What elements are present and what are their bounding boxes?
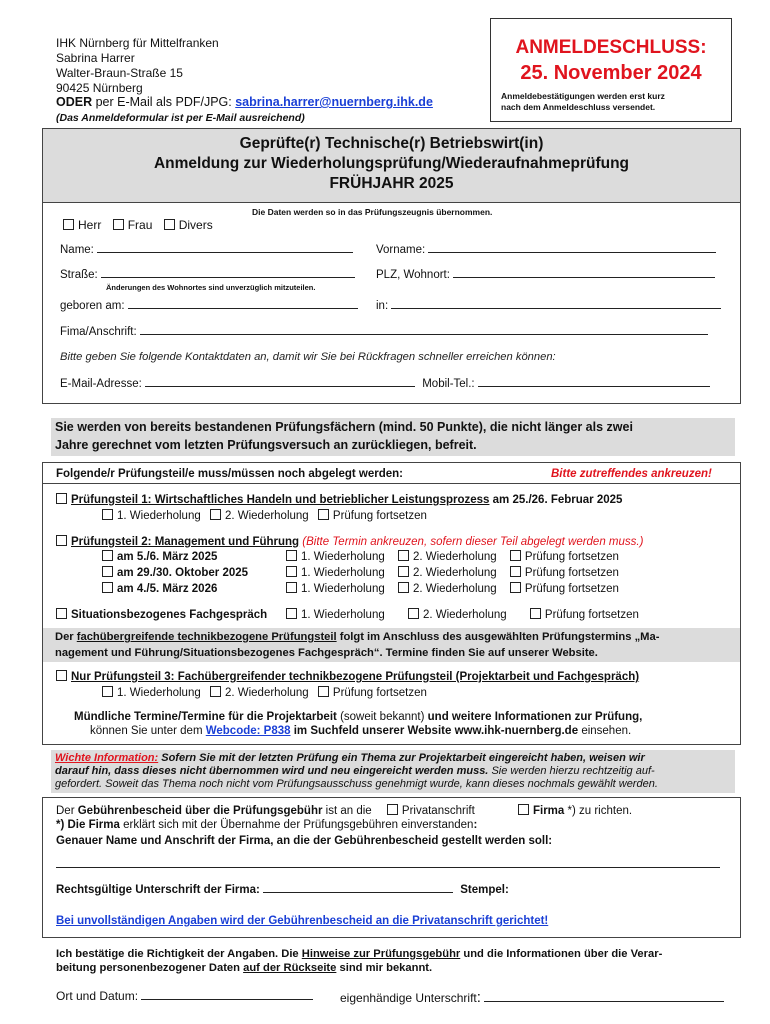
p2d3-w1-label: 1. Wiederholung: [301, 583, 385, 595]
p1-title: Prüfungsteil 1: Wirtschaftliches Handeln und betrieblicher Leistungsprozess: [71, 494, 490, 506]
confirm-l1a: Ich bestätige die Richtigkeit der Angaben. Die: [56, 948, 299, 960]
p2-date-2: am 29./30. Oktober 2025: [117, 567, 249, 579]
checkbox-sit-pf[interactable]: [530, 608, 541, 619]
checkbox-situation[interactable]: [56, 608, 67, 619]
parts-header-hint: Bitte zutreffendes ankreuzen!: [551, 468, 712, 480]
checkbox-p2-date-3[interactable]: [102, 582, 113, 593]
cross-part-note: [43, 628, 740, 662]
own-signature-row: eigenhändige Unterschrift:: [340, 989, 724, 1006]
fee-signature-field[interactable]: [263, 883, 453, 893]
cross-line-1: [55, 631, 659, 643]
in-label: in:: [376, 300, 389, 312]
oral-b1: Mündliche Termine/Termine für die Projektarbeit: [74, 711, 337, 723]
plz-field[interactable]: [453, 268, 715, 278]
checkbox-p2d1-pf[interactable]: [510, 550, 521, 561]
checkbox-frau[interactable]: [113, 219, 124, 230]
address-person: Sabrina Harrer: [56, 51, 135, 65]
deadline-box: [490, 18, 732, 122]
p2-row: [56, 535, 643, 548]
p2-options-2: [286, 566, 619, 579]
p1-row: [56, 493, 622, 506]
firma-label: Fima/Anschrift:: [60, 326, 137, 338]
checkbox-sit-w1[interactable]: [286, 608, 297, 619]
p2d1-w1-label: 1. Wiederholung: [301, 551, 385, 563]
checkbox-p2[interactable]: [56, 535, 67, 546]
p3-options: [102, 686, 427, 699]
vorname-label: Vorname:: [376, 244, 426, 256]
salutation-herr: Herr: [78, 218, 102, 232]
fee-signature-row: [56, 883, 509, 896]
fee-l1b: Gebührenbescheid über die Prüfungsgebühr: [77, 805, 323, 817]
certificate-note: Die Daten werden so in das Prüfungszeugnis übernommen.: [252, 207, 493, 217]
fee-stempel: Stempel:: [460, 884, 509, 896]
strasse-field[interactable]: [101, 268, 355, 278]
address-note: (Das Anmeldeformular ist per E-Mail ausreichend): [56, 112, 305, 124]
fee-sig-label: Rechtsgültige Unterschrift der Firma:: [56, 884, 260, 896]
p2-date-3-row: [102, 582, 217, 595]
fee-l2b: erklärt sich mit der Übernahme der Prüfungsgebühren einverstanden: [123, 819, 474, 831]
checkbox-p3[interactable]: [56, 670, 67, 681]
cross-underlined: fachübergreifende technikbezogene Prüfungsteil: [76, 631, 337, 643]
confirm-line-2: [56, 962, 432, 974]
checkbox-p3-w2[interactable]: [210, 686, 221, 697]
contact-hint: Bitte geben Sie folgende Kontaktdaten an, damit wir Sie bei Rückfragen schneller erreichen können:: [60, 351, 556, 363]
checkbox-p2d2-w1[interactable]: [286, 566, 297, 577]
p2d2-w1-label: 1. Wiederholung: [301, 567, 385, 579]
checkbox-firma[interactable]: [518, 804, 529, 815]
email-line: [56, 95, 433, 109]
address-street: Walter-Braun-Straße 15: [56, 66, 183, 80]
address-org: IHK Nürnberg für Mittelfranken: [56, 36, 219, 50]
strasse-label: Straße:: [60, 269, 98, 281]
checkbox-divers[interactable]: [164, 219, 175, 230]
checkbox-p2d3-w1[interactable]: [286, 582, 297, 593]
ort-label: Ort und Datum:: [56, 989, 139, 1003]
checkbox-p2-date-2[interactable]: [102, 566, 113, 577]
p2-date-2-row: [102, 566, 248, 579]
confirm-line-1: [56, 948, 662, 960]
checkbox-p1-w1[interactable]: [102, 509, 113, 520]
p2d1-pf-label: Prüfung fortsetzen: [524, 551, 619, 563]
deadline-note-1: Anmeldebestätigungen werden erst kurz: [501, 91, 665, 101]
p3-title: Nur Prüfungsteil 3: Fachübergreifender technikbezogene Prüfungsteil (Projektarbeit und Fachgespräch): [71, 671, 640, 683]
geboren-label: geboren am:: [60, 300, 125, 312]
p2-date-1: am 5./6. März 2025: [117, 551, 218, 563]
p3-w2-label: 2. Wiederholung: [224, 687, 309, 699]
checkbox-p2d2-pf[interactable]: [510, 566, 521, 577]
plz-row: [376, 268, 715, 281]
p3-w1-label: 1. Wiederholung: [117, 687, 201, 699]
p1-w2-label: 2. Wiederholung: [224, 510, 309, 522]
p1-pf-label: Prüfung fortsetzen: [332, 510, 427, 522]
address-city: 90425 Nürnberg: [56, 81, 143, 95]
fee-line-3: Genauer Name und Anschrift der Firma, an die der Gebührenbescheid gestellt werden soll:: [56, 835, 553, 847]
checkbox-p2d3-pf[interactable]: [510, 582, 521, 593]
ort-field[interactable]: [141, 990, 313, 1000]
p2d3-w2-label: 2. Wiederholung: [412, 583, 497, 595]
oral-l2a: können Sie unter dem: [90, 725, 203, 737]
situation-row: [56, 608, 267, 621]
checkbox-p2-date-1[interactable]: [102, 550, 113, 561]
p3-row: [56, 670, 639, 683]
oral-line-2: [90, 725, 631, 737]
own-signature-label: eigenhändige Unterschrift: [340, 991, 477, 1005]
fee-l2a: *) Die Firma: [56, 819, 120, 831]
info-line-2: [55, 765, 655, 777]
firma-label: Firma: [532, 805, 565, 817]
situation-options: [286, 608, 639, 621]
title-line-2: Anmeldung zur Wiederholungsprüfung/Wiederaufnahmeprüfung: [153, 155, 630, 172]
info-label: Wichte Information:: [55, 752, 159, 764]
p2-options-1: [286, 550, 619, 563]
geboren-field[interactable]: [128, 299, 358, 309]
p2d3-pf-label: Prüfung fortsetzen: [524, 583, 619, 595]
fee-line-2: [56, 819, 477, 831]
vorname-row: [376, 243, 716, 256]
confirm-l1b: und die Informationen über die Verar-: [463, 948, 663, 960]
geboren-row: [60, 299, 358, 312]
checkbox-p2d3-w2[interactable]: [398, 582, 409, 593]
deadline-label: ANMELDESCHLUSS:: [515, 37, 707, 58]
firma-field[interactable]: [140, 325, 708, 335]
p2d1-w2-label: 2. Wiederholung: [412, 551, 497, 563]
p2-title: Prüfungsteil 2: Management und Führung: [71, 536, 300, 548]
sit-w1-label: 1. Wiederholung: [301, 609, 385, 621]
info-ital-2: Sie werden hierzu rechtzeitig auf-: [491, 765, 655, 777]
checkbox-p1[interactable]: [56, 493, 67, 504]
title-line-3: FRÜHJAHR 2025: [329, 175, 454, 192]
exemption-line-2: Jahre gerechnet vom letzten Prüfungsversuch an zurückliegen, befreit.: [55, 438, 477, 452]
webcode-link[interactable]: Webcode: P838: [205, 725, 291, 737]
p2-options-3: [286, 582, 619, 595]
checkbox-p2d1-w2[interactable]: [398, 550, 409, 561]
checkbox-herr[interactable]: [63, 219, 74, 230]
oral-l2b: im Suchfeld unserer Website www.ihk-nuernberg.de: [293, 725, 579, 737]
p1-w1-label: 1. Wiederholung: [117, 510, 201, 522]
confirm-l2a: beitung personenbezogener Daten: [56, 962, 240, 974]
salutation-row: [63, 218, 213, 232]
deadline-note-2: nach dem Anmeldeschluss versendet.: [501, 102, 656, 112]
checkbox-p3-w1[interactable]: [102, 686, 113, 697]
checkbox-sit-w2[interactable]: [408, 608, 419, 619]
mobil-field[interactable]: [478, 377, 710, 387]
plz-label: PLZ, Wohnort:: [376, 269, 450, 281]
in-field[interactable]: [391, 299, 721, 309]
title-line-1: Geprüfte(r) Technische(r) Betriebswirt(in): [239, 135, 544, 152]
parts-header-rule: [43, 483, 740, 484]
fee-l2c: :: [473, 819, 478, 831]
email-field[interactable]: [145, 377, 415, 387]
exemption-banner: [51, 418, 735, 456]
fee-l1a: Der: [56, 805, 75, 817]
oral-l2c: einsehen.: [581, 725, 632, 737]
situation-label: Situationsbezogenes Fachgespräch: [71, 609, 268, 621]
p2d2-w2-label: 2. Wiederholung: [412, 567, 497, 579]
name-label: Name:: [60, 244, 94, 256]
p2-hint: (Bitte Termin ankreuzen, sofern dieser Teil abgelegt werden muss.): [302, 536, 644, 548]
salutation-divers: Divers: [178, 218, 213, 232]
fee-warning: Bei unvollständigen Angaben wird der Gebührenbescheid an die Privatanschrift gerichtet!: [56, 915, 549, 927]
checkbox-privat[interactable]: [387, 804, 398, 815]
firma-address-field[interactable]: [56, 858, 720, 868]
checkbox-p1-pf[interactable]: [318, 509, 329, 520]
oral-n1: (soweit bekannt): [340, 711, 425, 723]
sit-pf-label: Prüfung fortsetzen: [544, 609, 639, 621]
firma-row: [60, 325, 708, 338]
info-bold-1: Sofern Sie mit der letzten Prüfung ein Thema zur Projektarbeit eingereicht haben, weisen wir: [161, 752, 645, 764]
or-label: ODER: [56, 95, 93, 109]
email-label: E-Mail-Adresse:: [60, 378, 142, 390]
own-signature-field[interactable]: [484, 992, 724, 1002]
checkbox-p2d2-w2[interactable]: [398, 566, 409, 577]
parts-header: Folgende/r Prüfungsteil/e muss/müssen noch abgelegt werden:: [56, 468, 403, 480]
oral-line-1: [74, 711, 642, 723]
strasse-note: Änderungen des Wohnortes sind unverzüglich mitzuteilen.: [106, 283, 316, 292]
sit-w2-label: 2. Wiederholung: [422, 609, 507, 621]
p1-options: [102, 509, 427, 522]
info-line-3: gefordert. Soweit das Thema noch nicht vom Prüfungsausschuss genehmigt wurde, kann dieses nochmals gewählt werden.: [55, 778, 658, 790]
cross-p2: folgt im Anschluss des ausgewählten Prüfungstermins „Ma-: [339, 631, 660, 643]
exemption-line-1: Sie werden von bereits bestandenen Prüfungsfächern (mind. 50 Punkte), die nicht länger als zwei: [55, 420, 633, 434]
contact-row: [60, 377, 710, 390]
salutation-frau: Frau: [127, 218, 153, 232]
firma-suffix: *) zu richten.: [567, 805, 633, 817]
confirm-l1u: Hinweise zur Prüfungsgebühr: [301, 948, 461, 960]
fee-l1c: ist an die: [325, 805, 372, 817]
checkbox-p3-pf[interactable]: [318, 686, 329, 697]
confirm-l2u: auf der Rückseite: [243, 962, 337, 974]
email-link[interactable]: sabrina.harrer@nuernberg.ihk.de: [235, 95, 433, 109]
in-row: [376, 299, 721, 312]
info-bold-2: darauf hin, dass dieses nicht übernommen wird und neu eingereicht werden muss.: [55, 765, 489, 777]
email-intro: per E-Mail als PDF/JPG:: [95, 95, 232, 109]
p3-pf-label: Prüfung fortsetzen: [332, 687, 427, 699]
p2-date-3: am 4./5. März 2026: [117, 583, 218, 595]
confirm-l2b: sind mir bekannt.: [339, 962, 433, 974]
cross-p1: Der: [55, 631, 74, 643]
fee-line-1: [56, 804, 632, 817]
deadline-date: 25. November 2024: [520, 62, 702, 84]
cross-line-2: nagement und Führung/Situationsbezogenes Fachgespräch“. Termine finden Sie auf unserer Website.: [55, 647, 598, 659]
checkbox-p2d1-w1[interactable]: [286, 550, 297, 561]
p2d2-pf-label: Prüfung fortsetzen: [524, 567, 619, 579]
name-field[interactable]: [97, 243, 353, 253]
name-row: [60, 243, 353, 256]
ort-row: [56, 989, 313, 1003]
oral-b2: und weitere Informationen zur Prüfung,: [427, 711, 643, 723]
strasse-row: [60, 268, 355, 281]
info-block: [51, 750, 735, 793]
privat-label: Privatanschrift: [401, 805, 475, 817]
checkbox-p1-w2[interactable]: [210, 509, 221, 520]
vorname-field[interactable]: [428, 243, 716, 253]
mobil-label: Mobil-Tel.:: [422, 378, 475, 390]
title-block: [43, 129, 740, 203]
p2-date-1-row: [102, 550, 217, 563]
p1-date: am 25./26. Februar 2025: [492, 494, 623, 506]
info-line-1: [55, 752, 645, 764]
